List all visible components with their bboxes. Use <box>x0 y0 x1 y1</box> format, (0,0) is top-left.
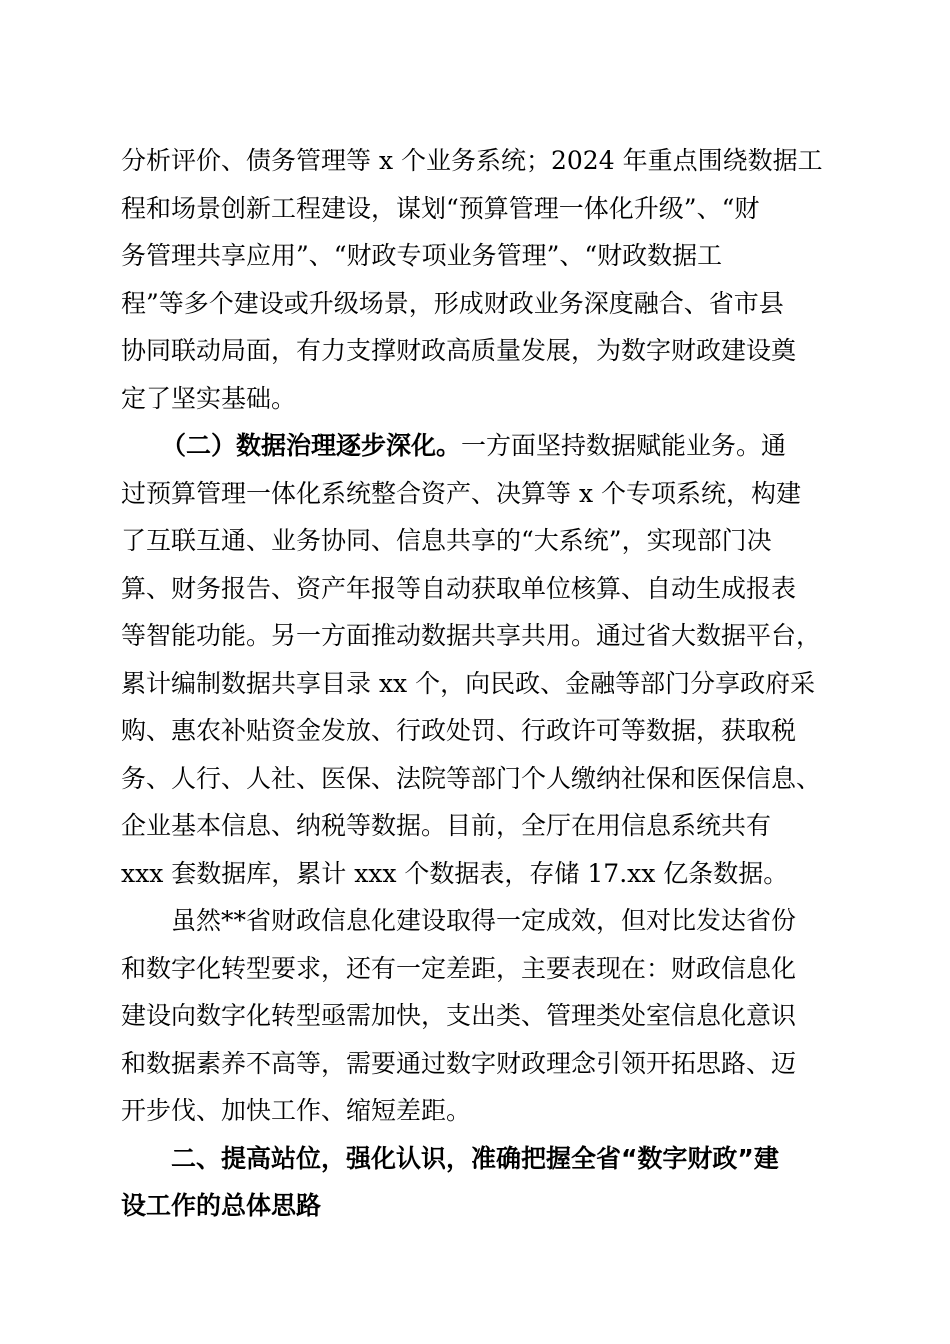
text-line: 协同联动局面，有力支撑财政高质量发展，为数字财政建设奠 <box>121 336 797 365</box>
text-line: 和数字化转型要求，还有一定差距，主要表现在：财政信息化 <box>121 954 797 983</box>
text-line: 建设向数字化转型亟需加快，支出类、管理类处室信息化意识 <box>121 1001 797 1030</box>
text-line: 算、财务报告、资产年报等自动获取单位核算、自动生成报表 <box>121 574 797 603</box>
text-line <box>0 426 950 466</box>
text-line: 分析评价、债务管理等 x 个业务系统；2024 年重点围绕数据工 <box>121 146 823 175</box>
text-line: 和数据素养不高等，需要通过数字财政理念引领开拓思路、迈 <box>121 1049 797 1078</box>
text-line: 程”等多个建设或升级场景，形成财政业务深度融合、省市县 <box>121 289 784 318</box>
heading-line: 二、提高站位，强化认识，准确把握全省“数字财政”建 <box>171 1144 779 1173</box>
text-line: 了互联互通、业务协同、信息共享的“大系统”，实现部门决 <box>121 526 772 555</box>
text-line: 过预算管理一体化系统整合资产、决算等 x 个专项系统，构建 <box>121 479 801 508</box>
text-line: 等智能功能。另一方面推动数据共享共用。通过省大数据平台， <box>121 621 822 650</box>
text-line: xxx 套数据库，累计 xxx 个数据表，存储 17.xx 亿条数据。 <box>121 859 789 888</box>
text-line: 开步伐、加快工作、缩短差距。 <box>121 1096 472 1125</box>
text-line: 累计编制数据共享目录 xx 个，向民政、金融等部门分享政府采 <box>121 669 816 698</box>
text-line: 虽然**省财政信息化建设取得一定成效，但对比发达省份 <box>171 906 797 935</box>
heading-line: 设工作的总体思路 <box>121 1191 322 1220</box>
text-line: 企业基本信息、纳税等数据。目前，全厅在用信息系统共有 <box>121 811 772 840</box>
text-line: 购、惠农补贴资金发放、行政处罚、行政许可等数据，获取税 <box>121 716 797 745</box>
text-line: 定了坚实基础。 <box>121 384 297 413</box>
text-line: 务管理共享应用”、“财政专项业务管理”、“财政数据工 <box>121 241 723 270</box>
text-run: 一方面坚持数据赋能业务。通 <box>461 431 787 460</box>
text-line: 务、人行、人社、医保、法院等部门个人缴纳社保和医保信息、 <box>121 764 822 793</box>
text-line: 程和场景创新工程建设，谋划“预算管理一体化升级”、“财 <box>121 194 760 223</box>
subsection-title: （二）数据治理逐步深化。 <box>161 431 462 460</box>
